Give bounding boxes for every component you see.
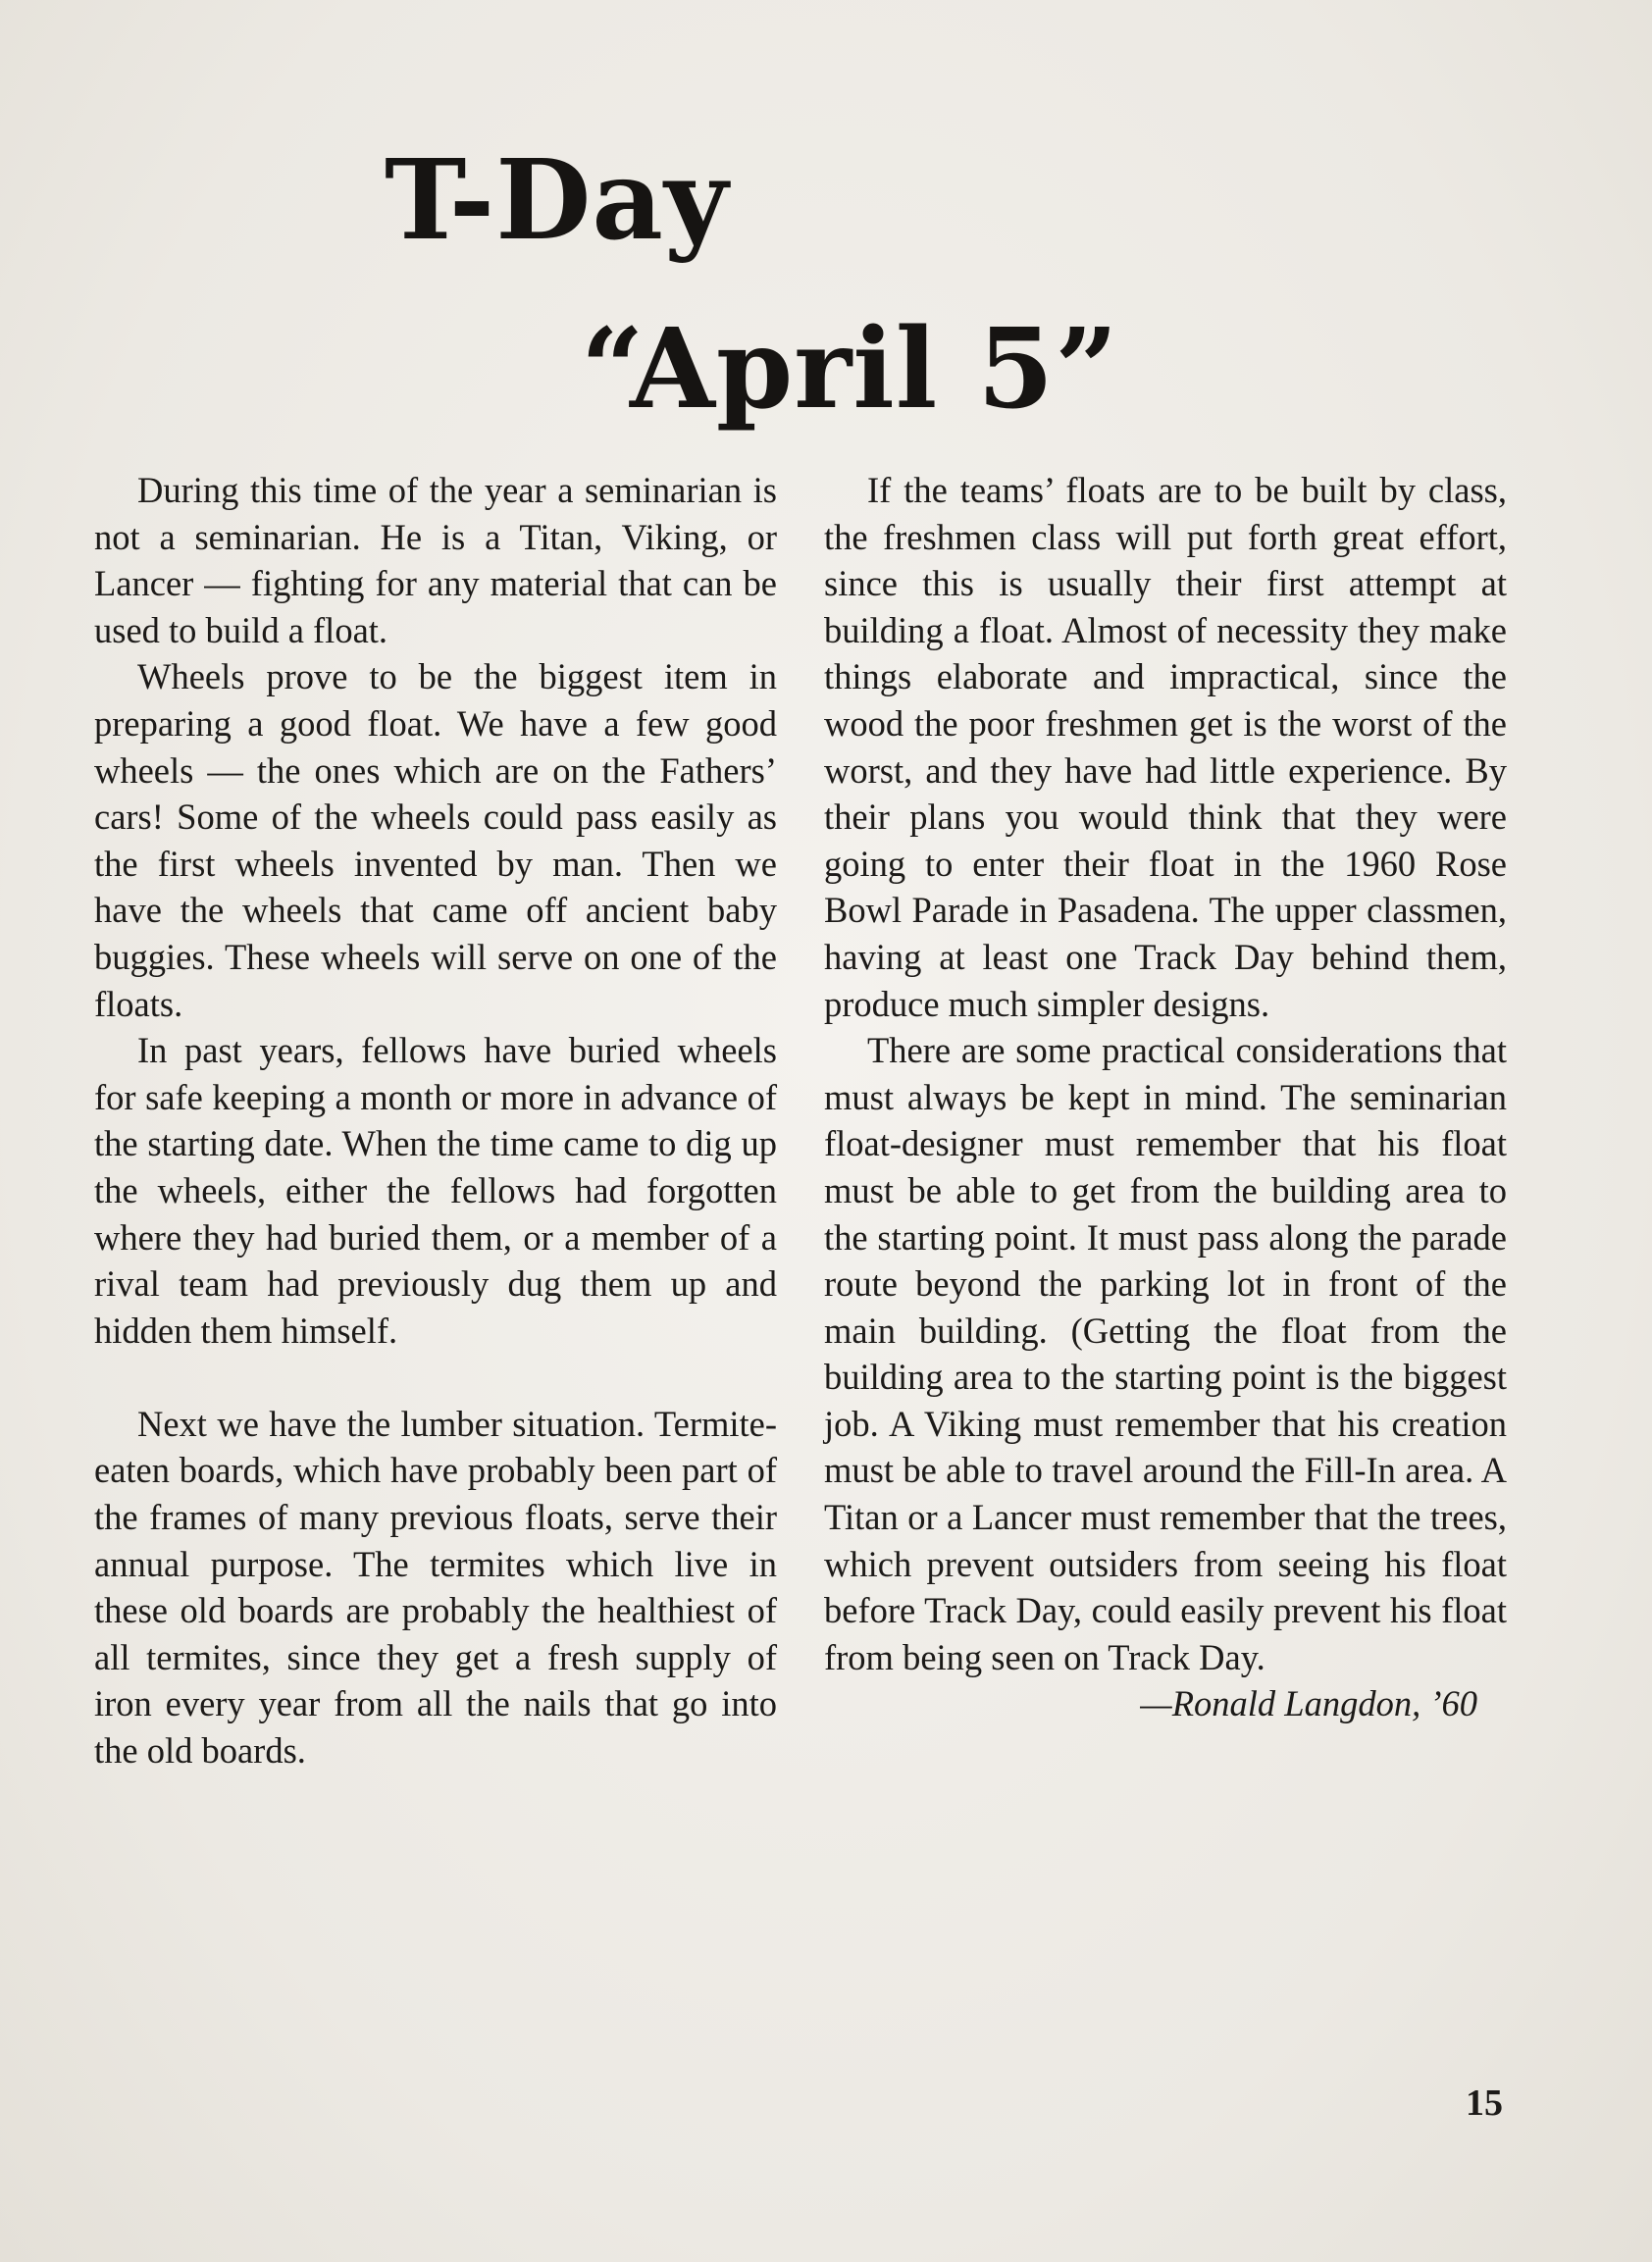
paragraph: In past years, fellows have buried wheels for safe keeping a month or more in advance of the starting date. When the time came to dig up the wheels, either the fellows had forgotten where they had buried them, or a member of a rival team had previously dug them up and hidden them himself. — [94, 1030, 777, 1351]
article-subtitle: “April 5” — [581, 305, 1119, 434]
article-title: T-Day — [385, 136, 730, 265]
page-number: 15 — [1466, 2082, 1503, 2124]
left-column — [94, 467, 777, 1774]
author-byline: —Ronald Langdon, ’60 — [1140, 1683, 1477, 1724]
right-column — [824, 467, 1507, 1727]
paragraph: If the teams’ floats are to be built by class, the freshmen class will put forth great effort, since this is usually their first attempt at building a float. Almost of necessity they make things elaborate and impractical, since the wood the poor freshmen get is the worst of the worst, and they have had little experience. By their plans you would think that they were going to enter their float in the 1960 Rose Bowl Parade in Pasadena. The upper classmen, having at least one Track Day behind them, produce much simpler designs. — [824, 470, 1507, 1024]
paragraph: There are some practical considerations that must always be kept in mind. The seminarian float-designer must remember that his float must be able to get from the building area to the starting point. It must pass along the parade route beyond the parking lot in front of the main building. (Getting the float from the building area to the starting point is the biggest job. A Viking must remember that his creation must be able to travel around the Fill-In area. A Titan or a Lancer must remember that the trees, which prevent outsiders from seeing his float before Track Day, could easily prevent his float from being seen on Track Day. — [824, 1030, 1507, 1677]
paragraph: Next we have the lumber situation. Termite-eaten boards, which have probably been part of the frames of many previous floats, serve their annual purpose. The termites which live in these old boards are probably the healthiest of all termites, since they get a fresh supply of iron every year from all the nails that go into the old boards. — [94, 1403, 777, 1772]
paragraph: Wheels prove to be the biggest item in preparing a good float. We have a few good wheels — the ones which are on the Fathers’ cars! Some of the wheels could pass easily as the first wheels invented by man. Then we have the wheels that came off ancient baby buggies. These wheels will serve on one of the floats. — [94, 656, 777, 1024]
paragraph: During this time of the year a seminarian is not a seminarian. He is a Titan, Viking, or Lancer — fighting for any material that can be used to build a float. — [94, 470, 777, 650]
paragraph-gap — [94, 1354, 777, 1401]
